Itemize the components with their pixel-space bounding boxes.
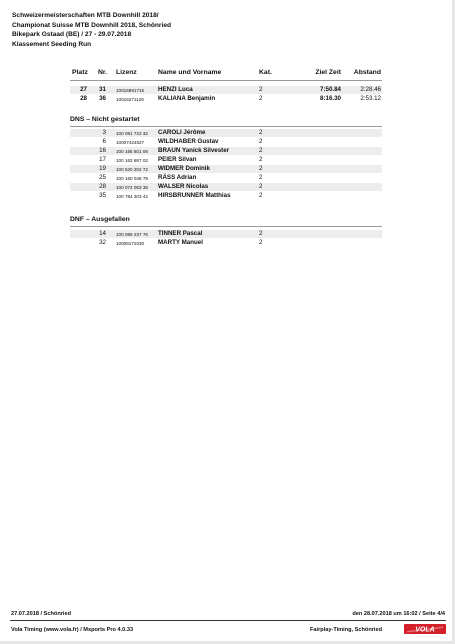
cell-lizenz: 100 520 202 72 [116,167,148,172]
cell-nr: 25 [99,174,106,181]
cell-nr: 16 [99,147,106,154]
cell-nr: 28 [99,183,106,190]
cell-name: BRAUN Yanick Silvester [158,147,230,154]
footer-rule [10,620,446,621]
cell-name: WILDHABER Gustav [158,138,219,145]
cell-name: MARTY Manuel [158,239,203,246]
cell-name: TINNER Pascal [158,230,203,237]
cell-name: KALIANA Benjamin [158,95,216,102]
cell-kat: 2 [259,147,263,154]
col-kat: Kat. [259,69,272,76]
cell-kat: 2 [259,239,263,246]
header-line-2: Championat Suisse MTB Downhill 2018, Schönried [12,21,172,29]
cell-name: CAROLI Jérôme [158,129,206,136]
cell-nr: 3 [102,129,106,136]
footer-date-place: 27.07.2018 / Schönried [11,611,72,617]
cell-lizenz: 10015891715 [116,88,145,93]
cell-nr: 31 [99,86,106,93]
cell-kat: 2 [259,183,263,190]
col-zeit: Ziel Zeit [315,69,341,76]
cell-nr: 36 [99,95,106,102]
cell-nr: 17 [99,156,106,163]
col-nr: Nr. [98,69,108,76]
dns-section-title: DNS – Nicht gestartet [70,116,140,123]
cell-lizenz: 100 165 601 06 [116,149,148,154]
cell-lizenz: 10008172030 [116,241,145,246]
cell-nr: 14 [99,230,106,237]
dns-rule [70,126,382,127]
cell-kat: 2 [259,138,263,145]
header-line-3: Bikepark Gstaad (BE) / 27 - 29.07.2018 [12,31,132,39]
cell-lizenz: 100 162 687 02 [116,158,148,163]
footer-organizer: Fairplay-Timing, Schönried [310,627,383,633]
col-platz: Platz [72,69,88,76]
cell-abstand: 2:53.12 [360,95,381,102]
cell-platz: 28 [80,95,87,102]
cell-kat: 2 [259,86,263,93]
header-rule [70,80,382,81]
cell-lizenz: 100 089 237 76 [116,232,148,237]
cell-kat: 2 [259,156,263,163]
vola-logo [404,624,446,634]
cell-name: HENZI Luca [158,86,193,93]
cell-kat: 2 [259,230,263,237]
cell-nr: 19 [99,165,106,172]
header-line-4: Klassement Seeding Run [12,40,92,48]
cell-zeit: 7:50.84 [320,86,341,93]
footer-timing-credit: Vola Timing (www.vola.fr) / Msports Pro 4.0.33 [11,627,134,633]
cell-name: RÄSS Adrian [158,174,197,181]
cell-abstand: 2:28.46 [360,86,381,93]
cell-lizenz: 10016271126 [116,97,144,102]
cell-kat: 2 [259,165,263,172]
cell-name: WIDMER Dominik [158,165,210,172]
dnf-section-title: DNF – Ausgefallen [70,216,130,223]
header-line-1: Schweizermeisterschaften MTB Downhill 2018/ [12,12,159,19]
dnf-rule [70,226,382,227]
col-abstand: Abstand [353,69,381,76]
cell-kat: 2 [259,129,263,136]
vola-logo-text: VOLA [415,626,435,634]
cell-lizenz: 100 160 048 79 [116,176,148,181]
col-lizenz: Lizenz [116,69,137,76]
document-header [12,11,171,49]
cell-kat: 2 [259,95,263,102]
cell-name: PEIER Silvan [158,156,197,163]
cell-lizenz: 10007424627 [116,140,145,145]
cell-name: WALSER Nicolas [158,183,209,190]
cell-lizenz: 100 081 722 32 [116,131,148,136]
cell-nr: 6 [102,138,106,145]
cell-platz: 27 [80,86,87,93]
col-name: Name und Vorname [158,69,222,76]
cell-lizenz: 100 784 303 42 [116,194,148,199]
cell-nr: 35 [99,192,106,199]
cell-name: HIRSBRUNNER Matthias [158,192,231,199]
cell-lizenz: 100 074 063 36 [116,185,148,190]
footer-print-info: den 28.07.2018 um 16:02 / Seite 4/4 [352,611,445,617]
cell-kat: 2 [259,174,263,181]
cell-zeit: 8:16.30 [320,95,341,102]
cell-kat: 2 [259,192,263,199]
cell-nr: 32 [99,239,106,246]
